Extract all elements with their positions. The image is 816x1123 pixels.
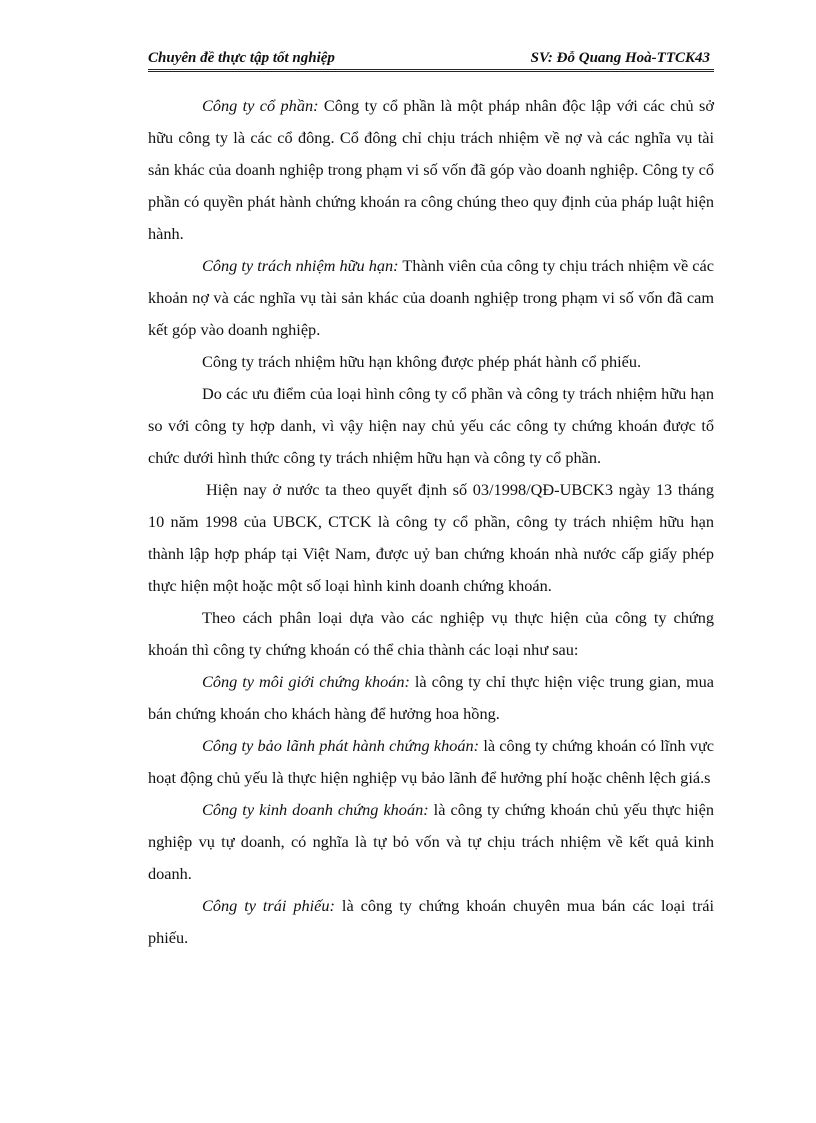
paragraph-text: Hiện nay ở nước ta theo quyết định số 03/1998/QĐ-UBCK3 ngày 13 tháng 10 năm 1998 của UBCK, CTCK là công ty cổ phần, công ty trách nhiệm hữu hạn thành lập hợp pháp tại Việt Nam, được uỷ ban chứng khoán nhà nước cấp giấy phép thực hiện một hoặc một số loại hình kinh doanh chứng khoán. xyxy=(148,480,714,595)
paragraph-brokerage-company xyxy=(148,666,714,730)
paragraph-joint-stock-company xyxy=(148,90,714,250)
paragraph-llc-no-shares xyxy=(148,346,714,378)
paragraph-text: Do các ưu điểm của loại hình công ty cổ phần và công ty trách nhiệm hữu hạn so với công ty hợp danh, vì vậy hiện nay chủ yếu các công ty chứng khoán được tổ chức dưới hình thức công ty trách nhiệm hữu hạn và công ty cổ phần. xyxy=(148,384,714,467)
paragraph-text: Công ty cổ phần là một pháp nhân độc lập với các chủ sở hữu công ty là các cổ đông. Cổ đông chỉ chịu trách nhiệm về nợ và các nghĩa vụ tài sản khác của doanh nghiệp trong phạm vi số vốn đã góp vào doanh nghiệp. Công ty cổ phần có quyền phát hành chứng khoán ra công chúng theo quy định của pháp luật hiện hành. xyxy=(148,96,715,243)
header-document-title: Chuyên đề thực tập tốt nghiệp xyxy=(148,50,335,66)
paragraph-decision xyxy=(148,474,714,602)
paragraph-text: là công ty chỉ thực hiện việc trung gian, mua bán chứng khoán cho khách hàng để hưởng hoa hồng. xyxy=(148,672,714,723)
paragraph-bond-company xyxy=(148,890,714,954)
paragraph-advantages xyxy=(148,378,714,474)
paragraph-term: Công ty bảo lãnh phát hành chứng khoán: xyxy=(202,736,480,755)
paragraph-term: Công ty cổ phần: xyxy=(202,96,319,115)
paragraph-text: Theo cách phân loại dựa vào các nghiệp vụ thực hiện của công ty chứng khoán thì công ty chứng khoán có thể chia thành các loại như sau: xyxy=(148,608,714,659)
paragraph-underwriting-company xyxy=(148,730,714,794)
paragraph-text: Thành viên của công ty chịu trách nhiệm về các khoản nợ và các nghĩa vụ tài sản khác của doanh nghiệp trong phạm vi số vốn đã cam kết góp vào doanh nghiệp. xyxy=(148,256,714,339)
paragraph-text: Công ty trách nhiệm hữu hạn không được phép phát hành cổ phiếu. xyxy=(202,352,642,371)
page-header xyxy=(148,44,714,72)
paragraph-text: là công ty chứng khoán có lĩnh vực hoạt động chủ yếu là thực hiện nghiệp vụ bảo lãnh để hưởng phí hoặc chênh lệch giá.s xyxy=(148,736,714,787)
paragraph-term: Công ty môi giới chứng khoán: xyxy=(202,672,410,691)
paragraph-classification xyxy=(148,602,714,666)
paragraph-text: là công ty chứng khoán chủ yếu thực hiện nghiệp vụ tự doanh, có nghĩa là tự bỏ vốn và tự chịu trách nhiệm về kết quả kinh doanh. xyxy=(148,800,715,883)
paragraph-limited-liability-company xyxy=(148,250,714,346)
paragraph-term: Công ty trách nhiệm hữu hạn: xyxy=(202,256,399,275)
header-author: SV: Đỗ Quang Hoà-TTCK43 xyxy=(530,50,710,66)
paragraph-text: là công ty chứng khoán chuyên mua bán các loại trái phiếu. xyxy=(148,896,714,947)
paragraph-dealing-company xyxy=(148,794,714,890)
document-body xyxy=(148,90,714,954)
paragraph-term: Công ty trái phiếu: xyxy=(202,896,335,915)
paragraph-term: Công ty kinh doanh chứng khoán: xyxy=(202,800,429,819)
